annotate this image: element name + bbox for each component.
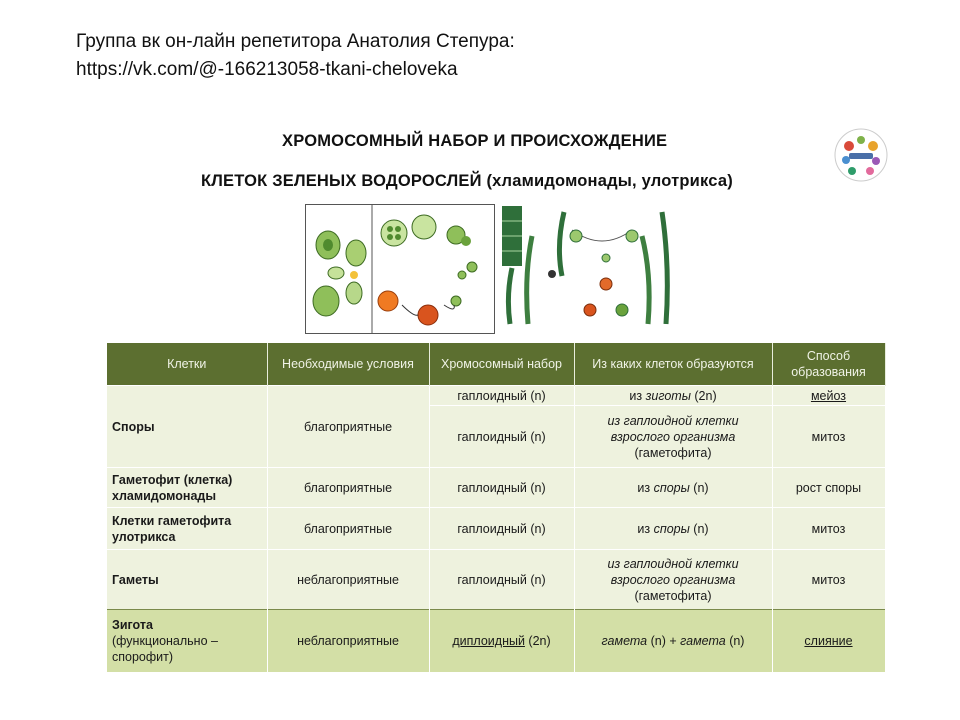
chromosome-table — [107, 343, 886, 672]
cell-type — [107, 610, 267, 672]
table-row — [107, 386, 885, 406]
cell-condition: благоприятные — [267, 386, 429, 468]
origin-tail: (гаметофита) — [634, 445, 712, 460]
cell-condition: неблагоприятные — [267, 610, 429, 672]
cell-chromosome-set — [429, 610, 574, 672]
cell-type-main: Зигота — [112, 617, 153, 632]
col-header-method: Способ образования — [772, 343, 885, 386]
origin-tail: (2n) — [690, 388, 717, 403]
cell-chromosome-set: гаплоидный (n) — [429, 550, 574, 610]
origin-tail: (n) — [689, 521, 709, 536]
cell-chromosome-set: гаплоидный (n) — [429, 386, 574, 406]
header-line-1: Группа вк он-лайн репетитора Анатолия Степура: — [76, 31, 515, 52]
origin-italic: споры — [653, 521, 690, 536]
origin-text: из — [637, 480, 654, 495]
cell-chromosome-set: гаплоидный (n) — [429, 406, 574, 468]
origin-text: из — [637, 521, 654, 536]
cell-type-sub: (функционально – спорофит) — [112, 633, 218, 664]
table-row — [107, 550, 885, 610]
origin-italic: зиготы — [645, 388, 691, 403]
set-tail: (2n) — [524, 633, 551, 648]
origin-italic: из гаплоидной клетки взрослого организма — [607, 556, 739, 587]
origin-text: из — [629, 388, 646, 403]
origin-tail: (гаметофита) — [634, 588, 712, 603]
cell-type: Гаметы — [107, 550, 267, 610]
cell-method: митоз — [772, 508, 885, 550]
cell-type: Клетки гаметофита улотрикса — [107, 508, 267, 550]
origin-italic-2: гамета — [680, 633, 726, 648]
col-header-origin: Из каких клеток образуются — [574, 343, 772, 386]
col-header-chromosome-set: Хромосомный набор — [429, 343, 574, 386]
cell-method: слияние — [772, 610, 885, 672]
cell-method: мейоз — [772, 386, 885, 406]
col-header-cells: Клетки — [107, 343, 267, 386]
title-line-2: КЛЕТОК ЗЕЛЕНЫХ ВОДОРОСЛЕЙ (хламидомонады, улотрикса) — [201, 172, 733, 190]
cell-origin — [574, 508, 772, 550]
origin-tail: (n) — [725, 633, 745, 648]
origin-tail: (n) — [689, 480, 709, 495]
table-row — [107, 468, 885, 508]
cell-origin — [574, 468, 772, 508]
cell-origin — [574, 550, 772, 610]
cell-chromosome-set: гаплоидный (n) — [429, 468, 574, 508]
cell-chromosome-set: гаплоидный (n) — [429, 508, 574, 550]
col-header-conditions: Необходимые условия — [267, 343, 429, 386]
table-header-row — [107, 343, 885, 386]
cell-method: митоз — [772, 550, 885, 610]
cell-condition: благоприятные — [267, 508, 429, 550]
cell-method: рост споры — [772, 468, 885, 508]
title-line-1: ХРОМОСОМНЫЙ НАБОР И ПРОИСХОЖДЕНИЕ — [282, 132, 668, 150]
logo-icon — [834, 128, 888, 182]
table-row — [107, 610, 885, 672]
set-underlined: диплоидный — [452, 633, 525, 648]
cell-origin — [574, 610, 772, 672]
origin-italic: споры — [653, 480, 690, 495]
ulothrix-cycle-diagram — [502, 206, 682, 332]
cell-method: митоз — [772, 406, 885, 468]
origin-italic: из гаплоидной клетки взрослого организма — [607, 413, 739, 444]
chlamydomonas-cycle-diagram — [305, 204, 495, 334]
cell-type: Гаметофит (клетка) хламидомонады — [107, 468, 267, 508]
cell-type: Споры — [107, 386, 267, 468]
table-row — [107, 508, 885, 550]
origin-italic: гамета — [601, 633, 648, 648]
cell-condition: благоприятные — [267, 468, 429, 508]
header-link[interactable]: https://vk.com/@-166213058-tkani-cheloveka — [76, 59, 458, 80]
header-text — [76, 28, 515, 84]
cell-origin — [574, 406, 772, 468]
cell-origin — [574, 386, 772, 406]
cell-condition: неблагоприятные — [267, 550, 429, 610]
origin-mid: (n) + — [647, 633, 681, 648]
